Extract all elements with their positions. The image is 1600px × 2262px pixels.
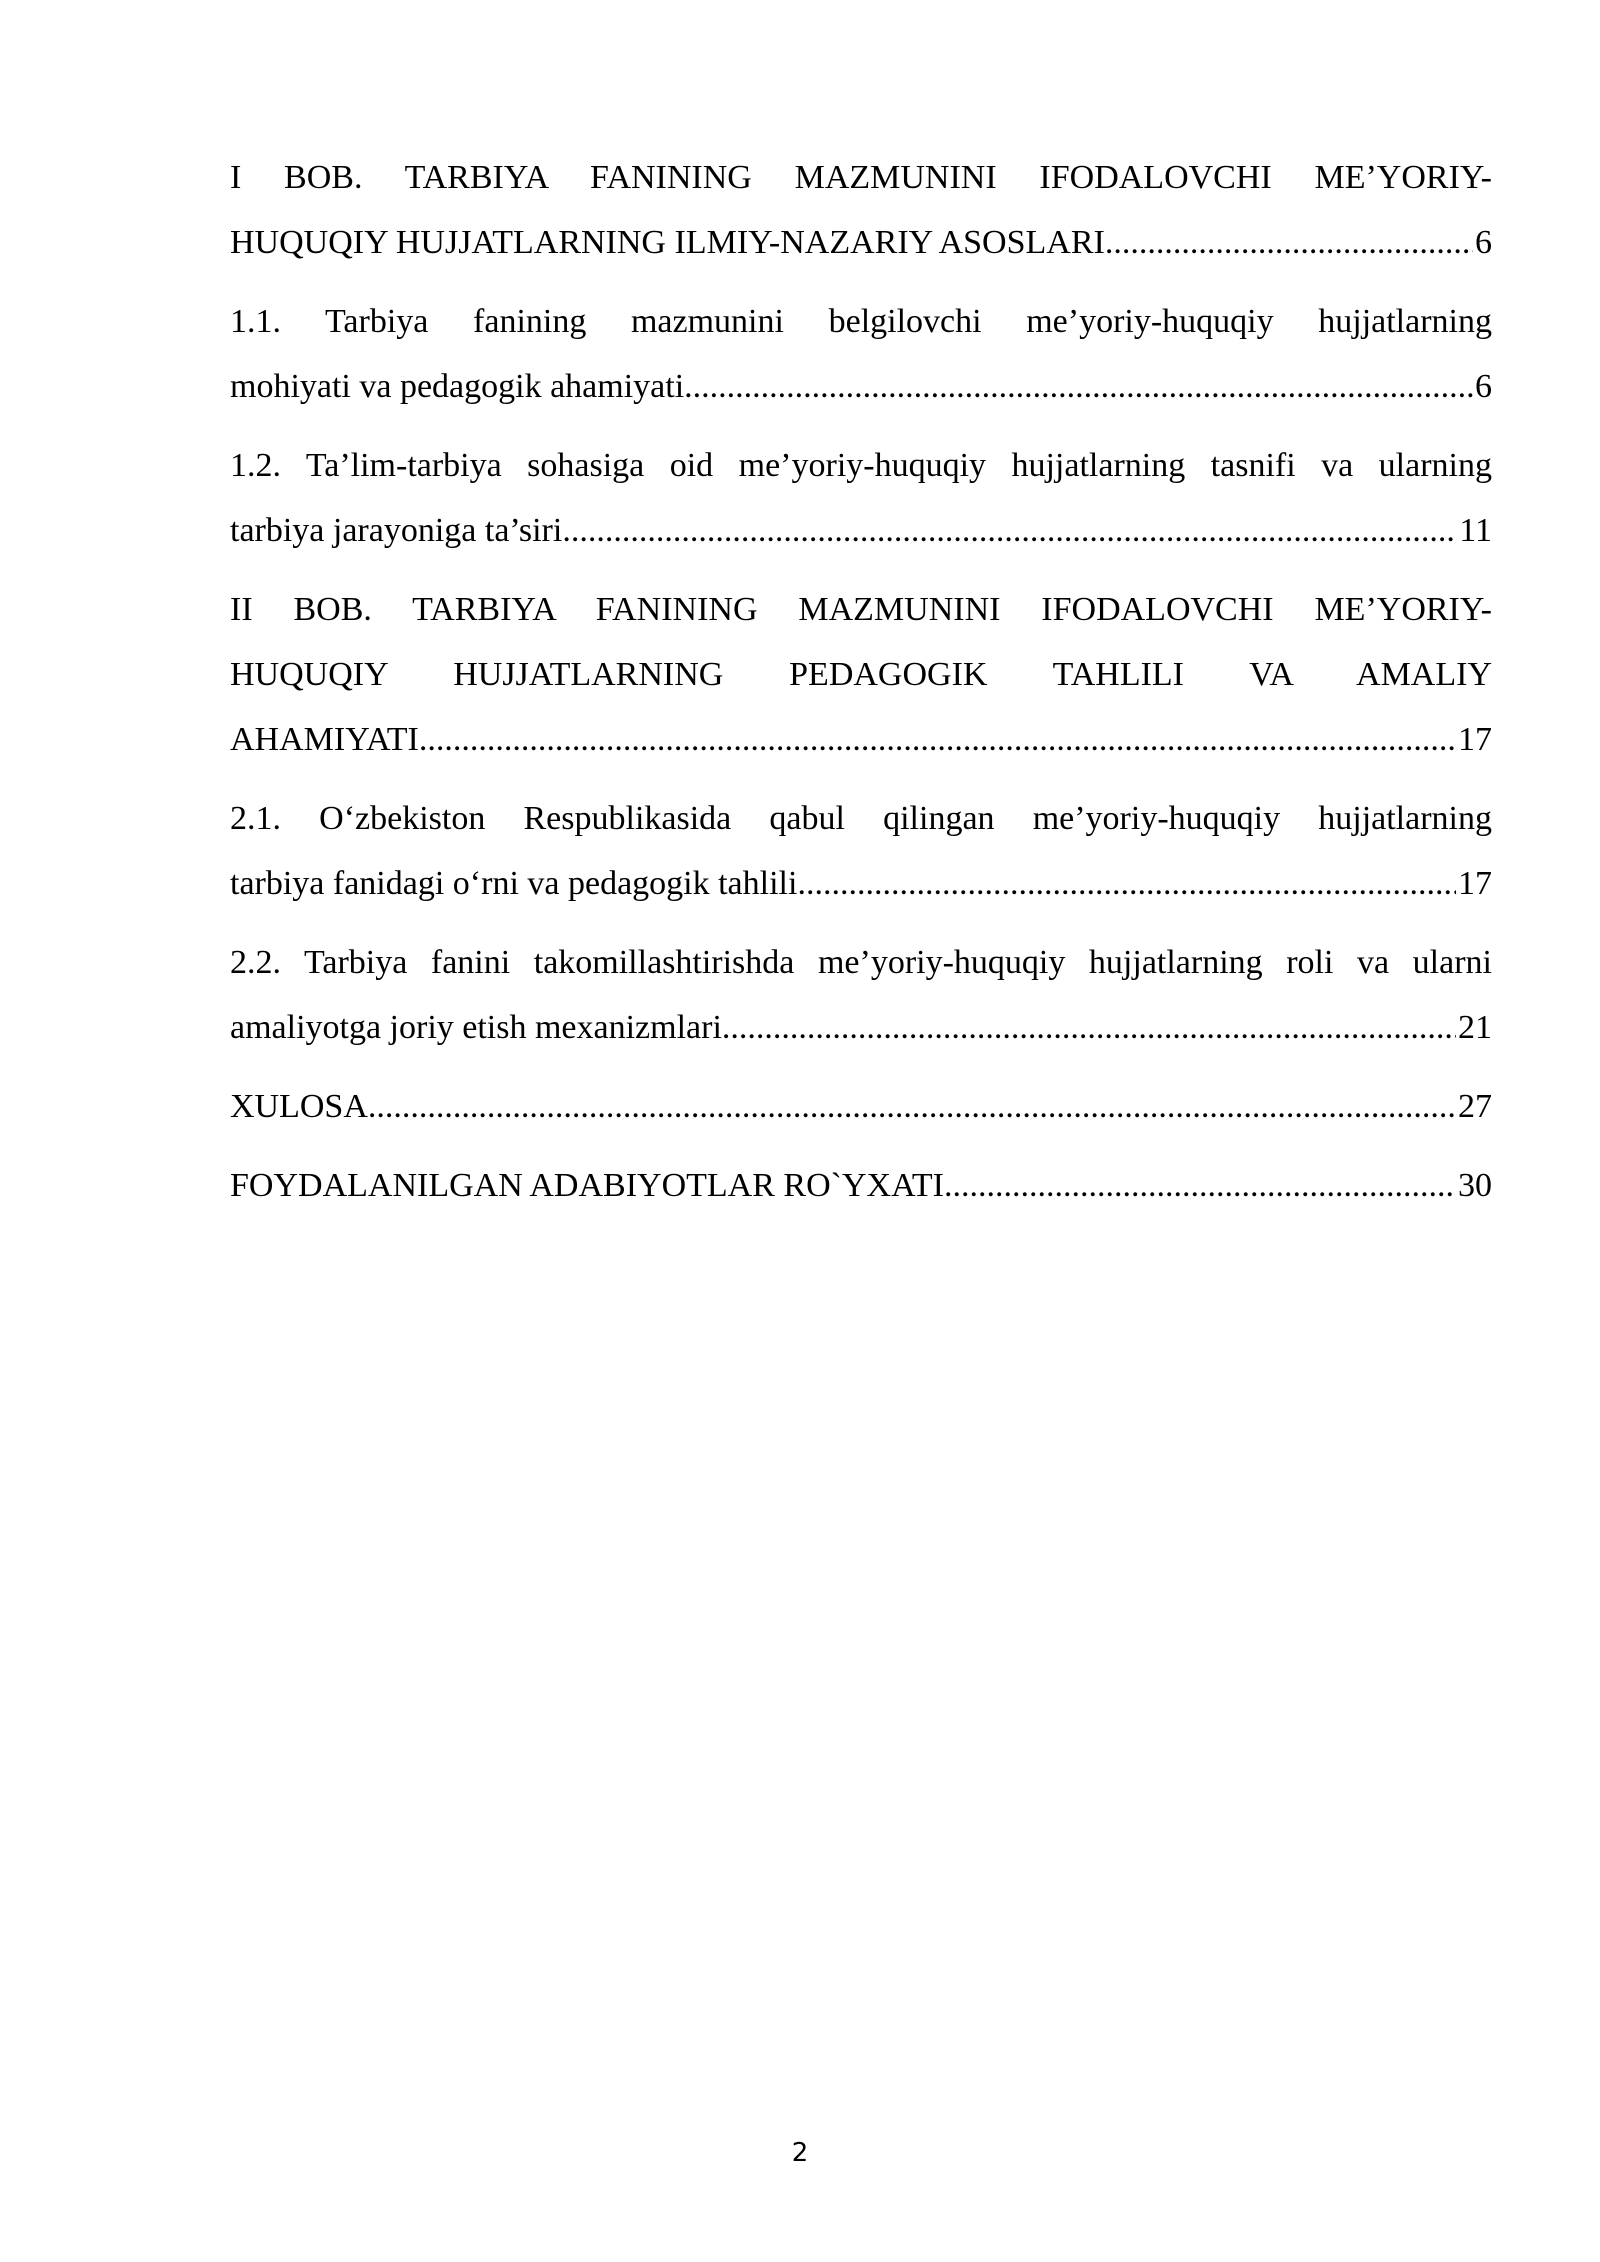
toc-entry-conclusion[interactable]	[230, 1074, 1492, 1139]
toc-entry-text: FOYDALANILGAN ADABIYOTLAR RO`YXATI	[230, 1167, 944, 1204]
toc-page-number: 30	[1458, 1167, 1492, 1204]
toc-entry-text: AHAMIYATI	[230, 721, 419, 758]
toc-entry-section-1-2[interactable]	[230, 433, 1492, 563]
toc-entry-text: HUQUQIY HUJJATLARNING ILMIY-NAZARIY ASOSLARI	[230, 224, 1105, 261]
toc-entry-section-1-1[interactable]	[230, 289, 1492, 419]
toc-page-number: 17	[1458, 865, 1492, 902]
toc-entry-text: I BOB. TARBIYA FANINING MAZMUNINI IFODALOVCHI ME’YORIY-	[230, 159, 1492, 196]
dot-leader	[419, 707, 1456, 772]
toc-entry-last-line	[230, 1074, 1492, 1139]
dot-leader	[684, 354, 1473, 419]
dot-leader	[722, 995, 1456, 1060]
toc-entry-text: HUQUQIY HUJJATLARNING PEDAGOGIK TAHLILI VA AMALIY	[230, 656, 1492, 693]
toc-page-number: 11	[1459, 512, 1492, 549]
toc-entry-text: II BOB. TARBIYA FANINING MAZMUNINI IFODALOVCHI ME’YORIY-	[230, 591, 1492, 628]
toc-entry-last-line	[230, 1153, 1492, 1218]
toc-entry-section-2-1[interactable]	[230, 786, 1492, 916]
toc-entry-last-line	[230, 498, 1492, 563]
dot-leader	[797, 851, 1456, 916]
dot-leader	[1105, 210, 1473, 275]
toc-entry-text: tarbiya jarayoniga ta’siri	[230, 512, 563, 549]
toc-entry-text: 2.1. O‘zbekiston Respublikasida qabul qilingan me’yoriy-huquqiy hujjatlarning	[230, 800, 1492, 837]
toc-entry-text: mohiyati va pedagogik ahamiyati	[230, 368, 685, 405]
toc-entry-last-line	[230, 995, 1492, 1060]
toc-entry-last-line	[230, 354, 1492, 419]
page-number: 2	[791, 2138, 809, 2168]
toc-entry-chapter-1[interactable]	[230, 145, 1492, 275]
dot-leader	[562, 498, 1457, 563]
toc-page-number: 21	[1458, 1009, 1492, 1046]
toc-entry-text: 1.1. Tarbiya fanining mazmunini belgilovchi me’yoriy-huquqiy hujjatlarning	[230, 303, 1492, 340]
toc-entry-text: 2.2. Tarbiya fanini takomillashtirishda me’yoriy-huquqiy hujjatlarning roli va ularni	[230, 944, 1492, 981]
toc-page-number: 6	[1475, 224, 1492, 261]
table-of-contents	[230, 145, 1492, 1232]
toc-page-number: 6	[1475, 368, 1492, 405]
toc-page-number: 27	[1458, 1088, 1492, 1125]
toc-page-number: 17	[1458, 721, 1492, 758]
toc-entry-section-2-2[interactable]	[230, 930, 1492, 1060]
toc-entry-text: 1.2. Ta’lim-tarbiya sohasiga oid me’yoriy-huquqiy hujjatlarning tasnifi va ularning	[230, 447, 1492, 484]
toc-entry-last-line	[230, 707, 1492, 772]
toc-entry-references[interactable]	[230, 1153, 1492, 1218]
dot-leader	[944, 1153, 1456, 1218]
dot-leader	[368, 1074, 1456, 1139]
toc-entry-text: tarbiya fanidagi o‘rni va pedagogik tahlili	[230, 865, 798, 902]
toc-entry-text: amaliyotga joriy etish mexanizmlari	[230, 1009, 722, 1046]
toc-entry-text: XULOSA	[230, 1088, 368, 1125]
toc-entry-last-line	[230, 210, 1492, 275]
toc-entry-chapter-2[interactable]	[230, 577, 1492, 772]
toc-entry-last-line	[230, 851, 1492, 916]
